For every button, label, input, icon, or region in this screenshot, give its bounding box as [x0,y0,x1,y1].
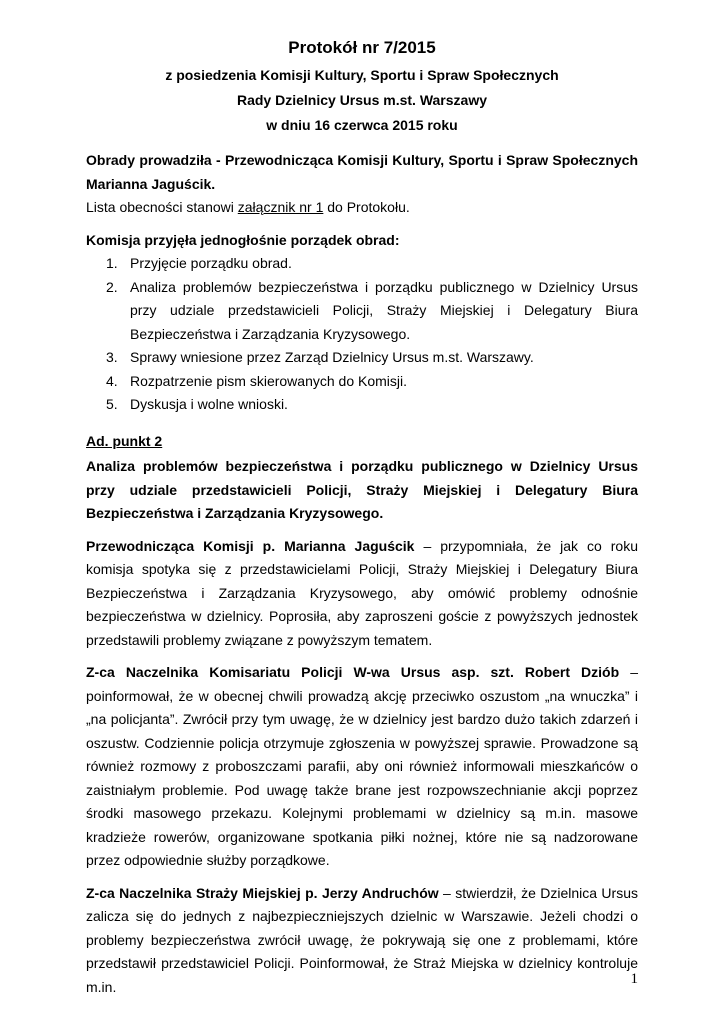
agenda-item [86,252,638,276]
agenda-item-number: 2. [106,278,118,295]
agenda-list [86,252,638,417]
agenda-item-text: Dyskusja i wolne wnioski. [130,396,288,412]
agenda-item-text: Analiza problemów bezpieczeństwa i porządku publicznego w Dzielnicy Ursus przy udziale przedstawicieli Policji, Straży Miejskiej i Delegatury Biura Bezpieczeństwa i Zarządzania Kryzysowego. [130,278,638,342]
agenda-item-number: 5. [106,396,118,412]
statement-paragraph [86,661,638,873]
agenda-item-number: 3. [106,349,118,365]
attendance-before: Lista obecności stanowi [86,199,238,215]
statement-paragraph [86,535,638,653]
statement-text: – stwierdził, że Dzielnica Ursus zalicza się do jednych z najbezpieczniejszych dzielnic w Warszawie. Jeżeli chodzi o problemy bezpieczeństwa zwrócił uwagę, że pokrywają się one z problemami, które przedstawił przedstawiciel Policji. Poinformował, że Straż Miejska w dzielnicy kontroluje m.in. [86,884,638,995]
subtitle-line-3: w dniu 16 czerwca 2015 roku [266,117,458,133]
agenda-item-number: 1. [106,255,118,271]
speaker-name: Przewodnicząca Komisji p. Marianna Jaguścik [86,537,415,554]
agenda-item [86,276,638,347]
agenda-item-number: 4. [106,372,118,389]
document-title: Protokół nr 7/2015 [288,38,436,57]
page-number: 1 [630,971,638,987]
attendance-after: do Protokołu. [323,199,410,215]
section-heading: Ad. punkt 2 [86,432,163,449]
agenda-item [86,370,638,394]
section-subject: Analiza problemów bezpieczeństwa i porządku publicznego w Dzielnicy Ursus przy udziale przedstawicieli Policji, Straży Miejskiej i Delegatury Biura Bezpieczeństwa i Zarządzania Kryzysowego. [86,458,638,521]
agenda-heading: Komisja przyjęła jednogłośnie porządek obrad: [86,231,400,248]
agenda-item-text: Przyjęcie porządku obrad. [130,255,292,271]
subtitle-line-1: z posiedzenia Komisji Kultury, Sportu i Spraw Społecznych [165,67,559,83]
subtitle-line-2: Rady Dzielnicy Ursus m.st. Warszawy [236,92,488,108]
agenda-item [86,393,638,417]
agenda-item [86,346,638,370]
attendance-note [86,196,638,220]
attachment-link[interactable]: załącznik nr 1 [237,199,324,215]
agenda-item-text: Rozpatrzenie pism skierowanych do Komisji. [130,372,407,389]
speaker-name: Z-ca Naczelnika Komisariatu Policji W-wa Ursus asp. szt. Robert Dziób [86,664,620,680]
statement-text: –poinformował, że w obecnej chwili prowadzą akcję przeciwko oszustom „na wnuczka” i „na policjanta”. Zwrócił przy tym uwagę, że w dzielnicy jest bardzo dużo takich zdarzeń i oszustw. Codziennie policja otrzymuje zgłoszenia w powyższej sprawie. Prowadzone są również rozmowy z proboszczami parafii, aby oni również informowali mieszkańców o zaistniałym problemie. Pod uwagę także brane jest rozpowszechnianie akcji poprzez środki masowego przekazu. Kolejnymi problemami w dzielnicy są m.in. masowe kradzieże rowerów, organizowane spotkania piłki nożnej, które nie są nadzorowane przez odpowiednie służby porządkowe. [86,664,638,868]
statement-paragraph [86,882,638,1000]
agenda-item-text: Sprawy wniesione przez Zarząd Dzielnicy Ursus m.st. Warszawy. [130,349,534,365]
speaker-name: Z-ca Naczelnika Straży Miejskiej p. Jerzy Andruchów [86,884,439,901]
statement-text: – przypomniała, że jak co roku komisja spotyka się z przedstawicielami Policji, Straży Miejskiej i Delegatury Biura Bezpieczeństwa i Zarządzania Kryzysowego, aby omówić problemy odnośnie bezpieczeństwa w dzielnicy. Poprosiła, aby zaproszeni goście z powyższych jednostek przedstawili problemy związane z powyższym tematem. [86,537,638,648]
chair-statement: Obrady prowadziła - Przewodnicząca Komisji Kultury, Sportu i Spraw Społecznych Marianna Jaguścik. [86,152,638,192]
